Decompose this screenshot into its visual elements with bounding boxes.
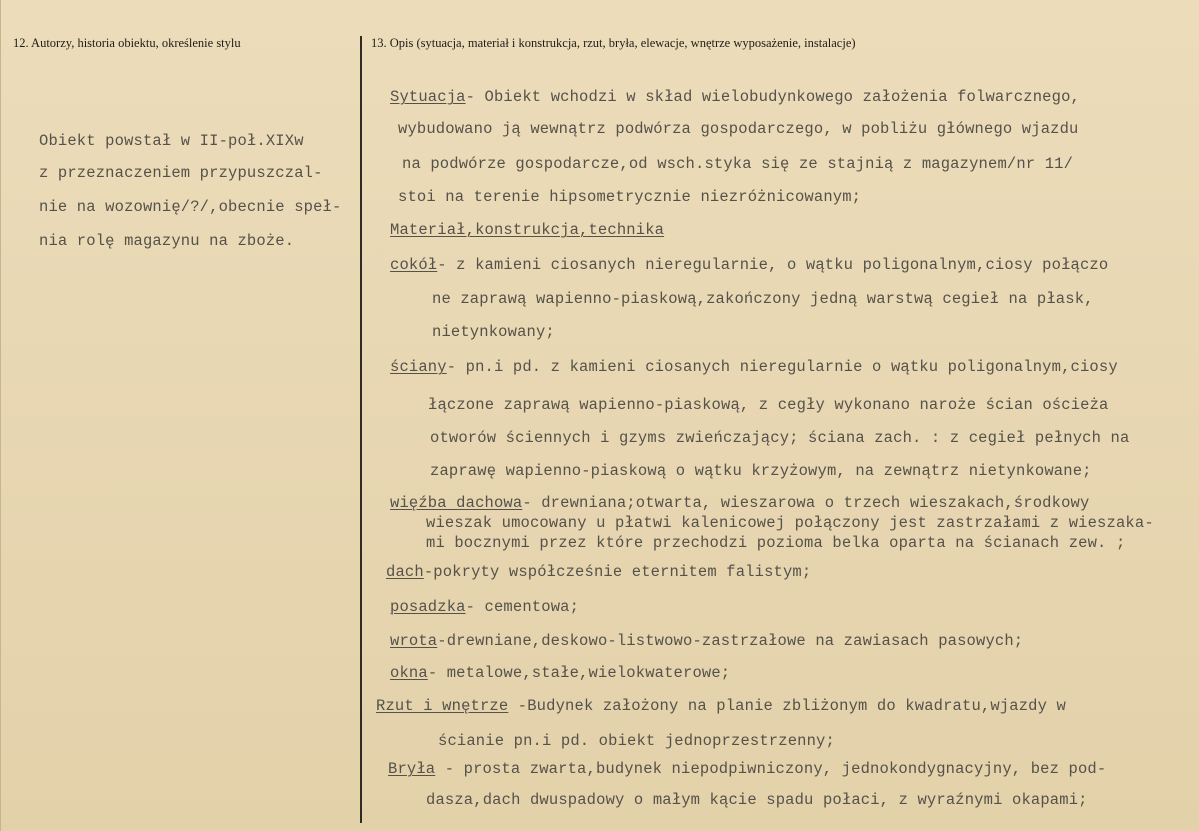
section-label: posadzka xyxy=(390,598,466,616)
history-line: nia rolę magazynu na zboże. xyxy=(39,232,295,250)
description-line: wybudowano ją wewnątrz podwórza gospodarczego, w pobliżu głównego wjazdu xyxy=(398,120,1079,138)
section-12-heading: 12. Autorzy, historia obiektu, określenie stylu xyxy=(13,36,241,50)
description-line: Bryła - prosta zwarta,budynek niepodpiwniczony, jednokondygnacyjny, bez pod- xyxy=(388,760,1107,778)
section-label: więźba dachowa xyxy=(390,494,523,512)
description-line: Rzut i wnętrze -Budynek założony na planie zbliżonym do kwadratu,wjazdy w xyxy=(376,697,1066,715)
description-line: mi bocznymi przez które przechodzi pozioma belka oparta na ścianach zew. ; xyxy=(426,534,1126,552)
description-line: na podwórze gospodarcze,od wsch.styka się ze stajnią z magazynem/nr 11/ xyxy=(402,155,1074,173)
section-label: Rzut i wnętrze xyxy=(376,697,509,715)
description-line: stoi na terenie hipsometrycznie niezróżnicowanym; xyxy=(398,188,862,206)
description-line: zaprawę wapienno-piaskową o wątku krzyżowym, na zewnątrz nietynkowane; xyxy=(430,462,1092,480)
description-line: posadzka- cementowa; xyxy=(390,598,580,616)
description-line xyxy=(390,221,664,239)
description-line: wrota-drewniane,deskowo-listwowo-zastrzałowe na zawiasach pasowych; xyxy=(390,632,1024,650)
description-line: ne zaprawą wapienno-piaskową,zakończony jedną warstwą cegieł na płask, xyxy=(432,290,1094,308)
history-line: nie na wozownię/?/,obecnie speł- xyxy=(39,198,342,216)
section-label: Bryła xyxy=(388,760,436,778)
section-label: dach xyxy=(386,563,424,581)
description-line: Sytuacja- Obiekt wchodzi w skład wielobudynkowego założenia folwarcznego, xyxy=(390,88,1080,106)
history-line: Obiekt powstał w II-poł.XIXw xyxy=(39,132,304,150)
description-line: więźba dachowa- drewniana;otwarta, wieszarowa o trzech wieszakach,środkowy xyxy=(390,494,1090,512)
description-line: okna- metalowe,stałe,wielokwaterowe; xyxy=(390,664,731,682)
description-line: nietynkowany; xyxy=(432,323,555,341)
section-13-heading: 13. Opis (sytuacja, materiał i konstrukcja, rzut, bryła, elewacje, wnętrze wyposażenie, instalacje) xyxy=(371,36,856,50)
section-label: ściany xyxy=(390,358,447,376)
section-label: Sytuacja xyxy=(390,88,466,106)
description-line: otworów ściennych i gzyms zwieńczający; ściana zach. : z cegieł pełnych na xyxy=(430,429,1130,447)
description-line: dasza,dach dwuspadowy o małym kącie spadu połaci, z wyraźnymi okapami; xyxy=(426,791,1088,809)
section-label: cokół xyxy=(390,256,438,274)
description-line: dach-pokryty współcześnie eternitem falistym; xyxy=(386,563,812,581)
column-divider xyxy=(360,36,362,823)
description-line: wieszak umocowany u płatwi kalenicowej połączony jest zastrzałami z wieszaka- xyxy=(426,514,1154,532)
description-line: ścianie pn.i pd. obiekt jednoprzestrzenny; xyxy=(438,732,835,750)
description-line: łączone zaprawą wapienno-piaskową, z cegły wykonano naroże ścian ościeża xyxy=(428,396,1109,414)
description-line: ściany- pn.i pd. z kamieni ciosanych nieregularnie o wątku poligonalnym,ciosy xyxy=(390,358,1118,376)
section-label: Materiał,konstrukcja,technika xyxy=(390,221,665,239)
section-label: okna xyxy=(390,664,428,682)
description-line: cokół- z kamieni ciosanych nieregularnie, o wątku poligonalnym,ciosy połączo xyxy=(390,256,1109,274)
history-line: z przeznaczeniem przypuszczal- xyxy=(39,164,323,182)
section-label: wrota xyxy=(390,632,438,650)
